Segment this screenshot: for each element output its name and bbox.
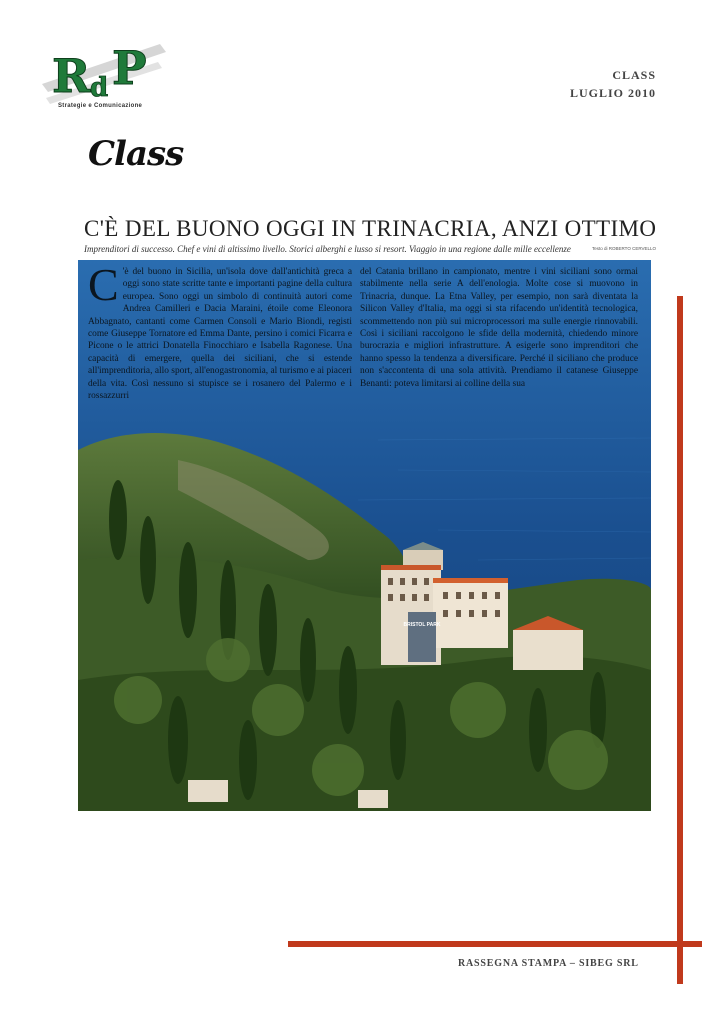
publication-info — [570, 66, 656, 102]
hotel-sign: BRISTOL PARK — [403, 622, 441, 628]
svg-text:R: R — [52, 49, 91, 103]
article-headline: C'È DEL BUONO OGGI IN TRINACRIA, ANZI OTTIMO — [84, 216, 657, 241]
footer-credit: RASSEGNA STAMPA – SIBEG SRL — [458, 958, 639, 969]
horizontal-accent-rule — [288, 941, 702, 947]
article-byline: Testo di ROBERTO CERVELLO — [592, 246, 657, 251]
svg-text:P: P — [112, 41, 147, 95]
svg-text:d: d — [90, 73, 109, 103]
article-column-1-text: 'è del buono in Sicilia, un'isola dove dall'antichità greca a oggi sono state scritte tante e importanti pagine della cultura europea. Sono oggi un simbolo di continuità autori come Andrea Camilleri e Dacia Maraini, étoile come Eleonora Abbagnato, cantanti come Carmen Consoli e Mario Biondi, registi come Giuseppe Tornatore ed Emma Dante, persino i comici Ficarra e Picone o le attrici Donatella Finocchiaro e Isabella Ragonese. Una capacità di emergere, quella dei siciliani, che si estende all'imprenditoria, allo sport, all'enogastronomia, al turismo e ai piaceri della vita. Così nessuno si stupisce se i rosanero del Palermo e i rossazzurri — [88, 267, 352, 402]
class-masthead: Class — [88, 134, 184, 174]
vertical-accent-rule — [677, 296, 683, 984]
article-column-2: del Catania brillano in campionato, mentre i vini siciliani sono ormai stabilmente nella serie A dell'enologia. Molte cose si muovono in Trinacria, dunque. La Etna Valley, per esempio, non sarà diventata la Silicon Valley d'Italia, ma oggi si sta rifacendo un'identità tecnologica, scommettendo non più sui microprocessori ma sulle energie rinnovabili. Così i siciliani raccolgono le sfide della modernità, chiedendo minore burocrazia e migliori infrastrutture. A esigerle sono imprenditori che hanno spesso la tendenza a diversificare. Perché il siciliano che produce non s'accontenta di una sola attività. Prendiamo il catanese Giuseppe Benanti: poteva limitarsi ai colline della sua — [360, 267, 638, 389]
article-dek: Imprenditori di successo. Chef e vini di altissimo livello. Storici alberghi e lusso si resort. Viaggio in una regione dalle mille eccellenze — [84, 244, 571, 254]
article-column-1 — [88, 259, 352, 402]
article-dropcap: C — [88, 259, 119, 310]
publication-name: CLASS — [612, 68, 656, 82]
publication-date: LUGLIO 2010 — [569, 86, 656, 100]
logo-subtitle: Strategie e Comunicazione — [58, 103, 143, 109]
